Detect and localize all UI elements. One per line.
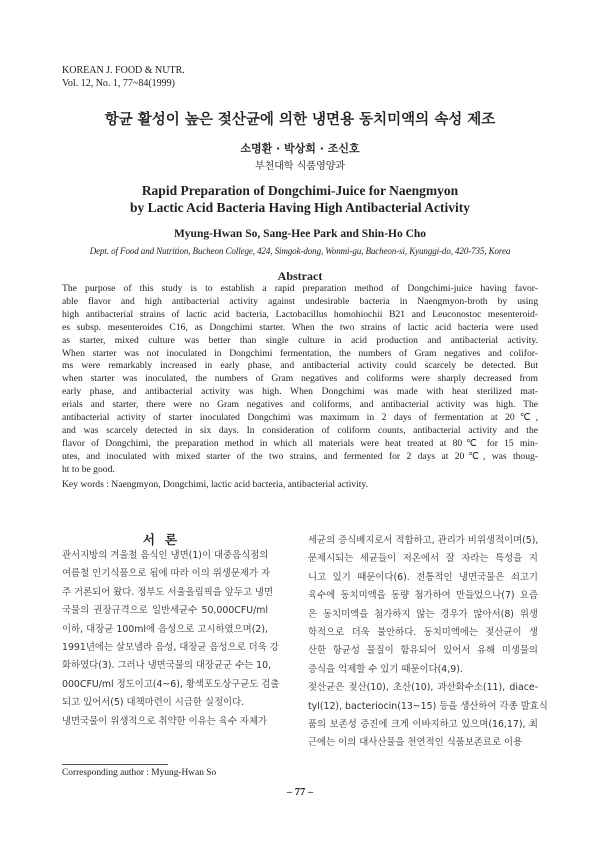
journal-volume: Vol. 12, No. 1, 77~84(1999): [62, 78, 176, 89]
section-heading: 서론: [142, 532, 188, 547]
text-line: 여름철 인기식품으로 됨에 따라 이의 위생문제가 자: [62, 568, 271, 580]
abstract-heading: Abstract: [277, 269, 323, 283]
page-number: – 77 –: [286, 787, 314, 798]
text-line: 000CFU/ml 정도이고(4~6), 황색포도상구균도 검출: [62, 678, 280, 690]
korean-title: 항균 활성이 높은 젖산균에 의한 냉면용 동치미액의 속성 제조: [104, 112, 496, 128]
english-title: [0, 182, 600, 216]
text-line: 품의 보존성 증진에 크게 이바지하고 있으며(16,17), 최: [308, 719, 538, 731]
text-line: as starter, mixed culture was better than single culture in acid production and antibacterial activity.: [62, 334, 538, 346]
right-column-text: [308, 532, 548, 753]
text-line: The purpose of this study is to establish a rapid preparation method of Dongchimi-juice having favor-: [62, 283, 538, 294]
text-line: 이하, 대장균 100ml에 음성으로 고시하였으며(2),: [62, 623, 268, 635]
abstract-body: [62, 283, 538, 477]
text-line: 세균의 증식배지로서 적합하고, 관리가 비위생적이며(5),: [308, 535, 539, 546]
text-line: tyl(12), bacteriocin(13~15) 등을 생산하여 각종 발효식: [308, 700, 548, 712]
text-line: 1991년에는 살모넬라 음성, 대장균 음성으로 더욱 강: [62, 642, 279, 654]
text-line: and was scarcely detected in six days. In consideration of coliform counts, antibacterial activity and the: [62, 424, 538, 436]
left-column-text: [62, 547, 280, 731]
text-line: erials and starter, there were no Gram negatives and coliforms, and antibacterial activity was high. The: [62, 399, 538, 411]
text-line: antibacterial activity of starter inoculated Dongchimi was maximum in 2 days of fermentation at 20℃,: [62, 412, 538, 424]
text-line: 냉면국물이 위생적으로 취약한 이유는 육수 자체가: [62, 715, 268, 727]
text-line: 은 동치미액을 첨가하지 않는 경우가 많아서(8) 위생: [308, 608, 538, 620]
text-line: flavor of Dongchimi, the preparation method in which all materials were heat treated at 80℃ for 15 min-: [62, 437, 538, 449]
korean-affiliation: 부천대학 식품영양과: [254, 161, 346, 172]
journal-name: KOREAN J. FOOD & NUTR.: [62, 65, 185, 76]
text-line: 되고 있어서(5) 대책마련이 시급한 실정이다.: [62, 697, 245, 709]
english-affiliation: Dept. of Food and Nutrition, Bucheon College, 424, Simgok-dong, Wonmi-gu, Bucheon-si, Kyunggi-do, 420-735, Korea: [89, 246, 511, 256]
text-line: able flavor and high antibacterial activity against undesirable bacteria in Naengmyon-broth by using: [62, 295, 538, 307]
text-line: es subsp. mesenteroides C16, as Dongchimi starter. When the two strains of lactic acid bacteria were used: [62, 321, 538, 333]
journal-citation: [62, 64, 185, 90]
text-line: 근에는 이의 대사산물을 천연적인 식품보존료로 이용: [308, 737, 523, 749]
text-line: 국물의 권장규격으로 일반세균수 50,000CFU/ml: [62, 605, 268, 617]
english-title-line: Rapid Preparation of Dongchimi-Juice for Naengmyon: [141, 183, 459, 198]
text-line: 산한 항균성 물질이 함유되어 있어서 유해 미생물의: [308, 645, 538, 657]
text-line: utes, and inoculated with mixed starter of the two strains, and fermented for 2 days at 20℃, was thoug-: [62, 450, 538, 462]
corresponding-author: Corresponding author : Myung-Hwan So: [62, 768, 217, 778]
text-line: When starter was not inoculated in Dongchimi fermentation, the numbers of Gram negatives and colifor-: [62, 347, 538, 359]
text-line: 학적으로 더욱 불안하다. 동치미액에는 젖산균이 생: [308, 627, 538, 639]
text-line: 주 거론되어 왔다. 정부도 서울올림픽을 앞두고 냉면: [62, 586, 274, 598]
text-line: early phase, and antibacterial activity was high. When Dongchimi was made with heat sterilized mat-: [62, 386, 538, 398]
text-line: ms were remarkably increased in early phase, and antibacterial activity could scarcely be detected. But: [62, 360, 538, 372]
text-line: ht to be good.: [62, 463, 115, 475]
text-line: 젖산균은 젖산(10), 초산(10), 과산화수소(11), diace-: [308, 682, 538, 694]
text-line: 니고 있기 때문이다(6). 전통적인 냉면국물은 쇠고기: [308, 571, 538, 583]
text-line: when starter was inoculated, the numbers of Gram negatives and coliforms were sharply decreased from: [62, 373, 538, 385]
english-authors: Myung-Hwan So, Sang-Hee Park and Shin-Ho Cho: [173, 228, 427, 240]
text-line: 문제시되는 세균들이 저온에서 잘 자라는 특성을 지: [308, 553, 538, 565]
text-line: 증식을 억제할 수 있기 때문이다(4,9).: [308, 663, 463, 675]
text-line: high antibacterial strains of lactic acid bacteria, Lactobacillus homohiochii B21 and Leuconostoc mesenteroid-: [62, 308, 538, 320]
footnote-divider: [62, 764, 168, 765]
text-line: 화하였다(3). 그러나 냉면국물의 대장균군 수는 10,: [62, 660, 272, 672]
english-title-line: by Lactic Acid Bacteria Having High Antibacterial Activity: [129, 200, 471, 215]
korean-authors: 소명환 · 박상희 · 조신호: [240, 142, 360, 155]
text-line: 관서지방의 겨울철 음식인 냉면(1)이 대중음식점의: [62, 550, 269, 561]
keywords: Key words : Naengmyon, Dongchimi, lactic acid bacteria, antibacterial activity.: [62, 479, 368, 490]
text-line: 육수에 동치미액을 동량 첨가하여 만들었으나(7) 요즘: [308, 590, 538, 602]
